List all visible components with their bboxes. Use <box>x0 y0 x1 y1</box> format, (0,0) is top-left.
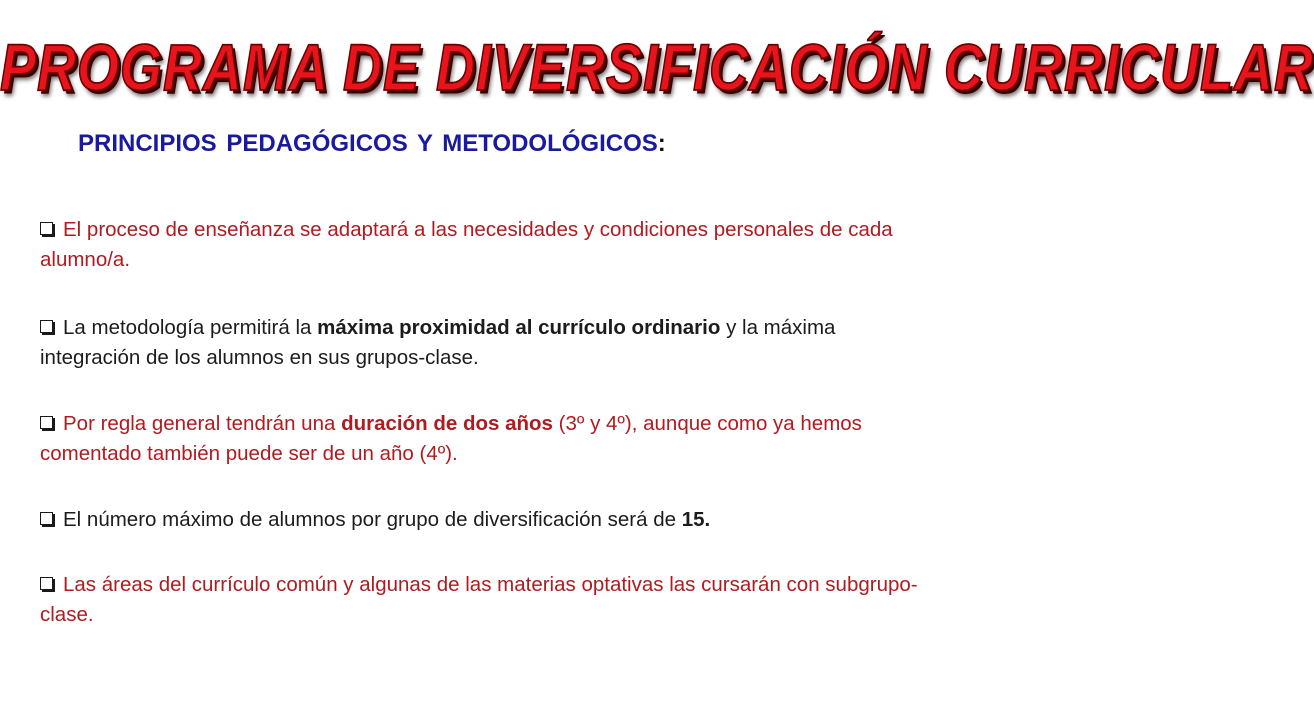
bullet-item-5 <box>40 570 940 630</box>
checkbox-square-icon <box>40 222 53 235</box>
bullet-item-1 <box>40 215 940 275</box>
checkbox-square-icon <box>40 512 53 525</box>
bullet-bold-text: máxima proximidad al currículo ordinario <box>317 316 721 339</box>
checkbox-square-icon <box>40 416 53 429</box>
section-heading <box>78 130 666 158</box>
checkbox-square-icon <box>40 320 53 333</box>
section-heading-colon: : <box>657 130 666 157</box>
slide-title: PROGRAMA DE DIVERSIFICACIÓN CURRICULAR <box>0 31 1314 105</box>
bullet-text: La metodología permitirá la <box>63 316 318 339</box>
bullet-text: Las áreas del currículo común y algunas de las materias optativas las cursarán con subgrupo-clase. <box>40 573 918 626</box>
bullet-text: y la máxima integración de los alumnos en sus grupos-clase. <box>40 316 836 369</box>
bullet-bold-text: 15. <box>681 508 711 531</box>
bullet-item-2 <box>40 313 940 373</box>
bullet-text: (3º y 4º), aunque como ya hemos comentado también puede ser de un año (4º). <box>40 412 862 465</box>
bullet-text: El proceso de enseñanza se adaptará a las necesidades y condiciones personales de cada alumno/a. <box>40 218 893 271</box>
bullet-item-4 <box>40 505 940 535</box>
bullet-text: El número máximo de alumnos por grupo de diversificación será de <box>63 508 682 531</box>
bullet-text: Por regla general tendrán una <box>63 412 342 435</box>
bullet-bold-text: duración de dos años <box>341 412 553 435</box>
section-heading-text: PRINCIPIOS PEDAGÓGICOS Y METODOLÓGICOS <box>78 130 658 157</box>
checkbox-square-icon <box>40 577 53 590</box>
bullet-item-3 <box>40 409 940 469</box>
